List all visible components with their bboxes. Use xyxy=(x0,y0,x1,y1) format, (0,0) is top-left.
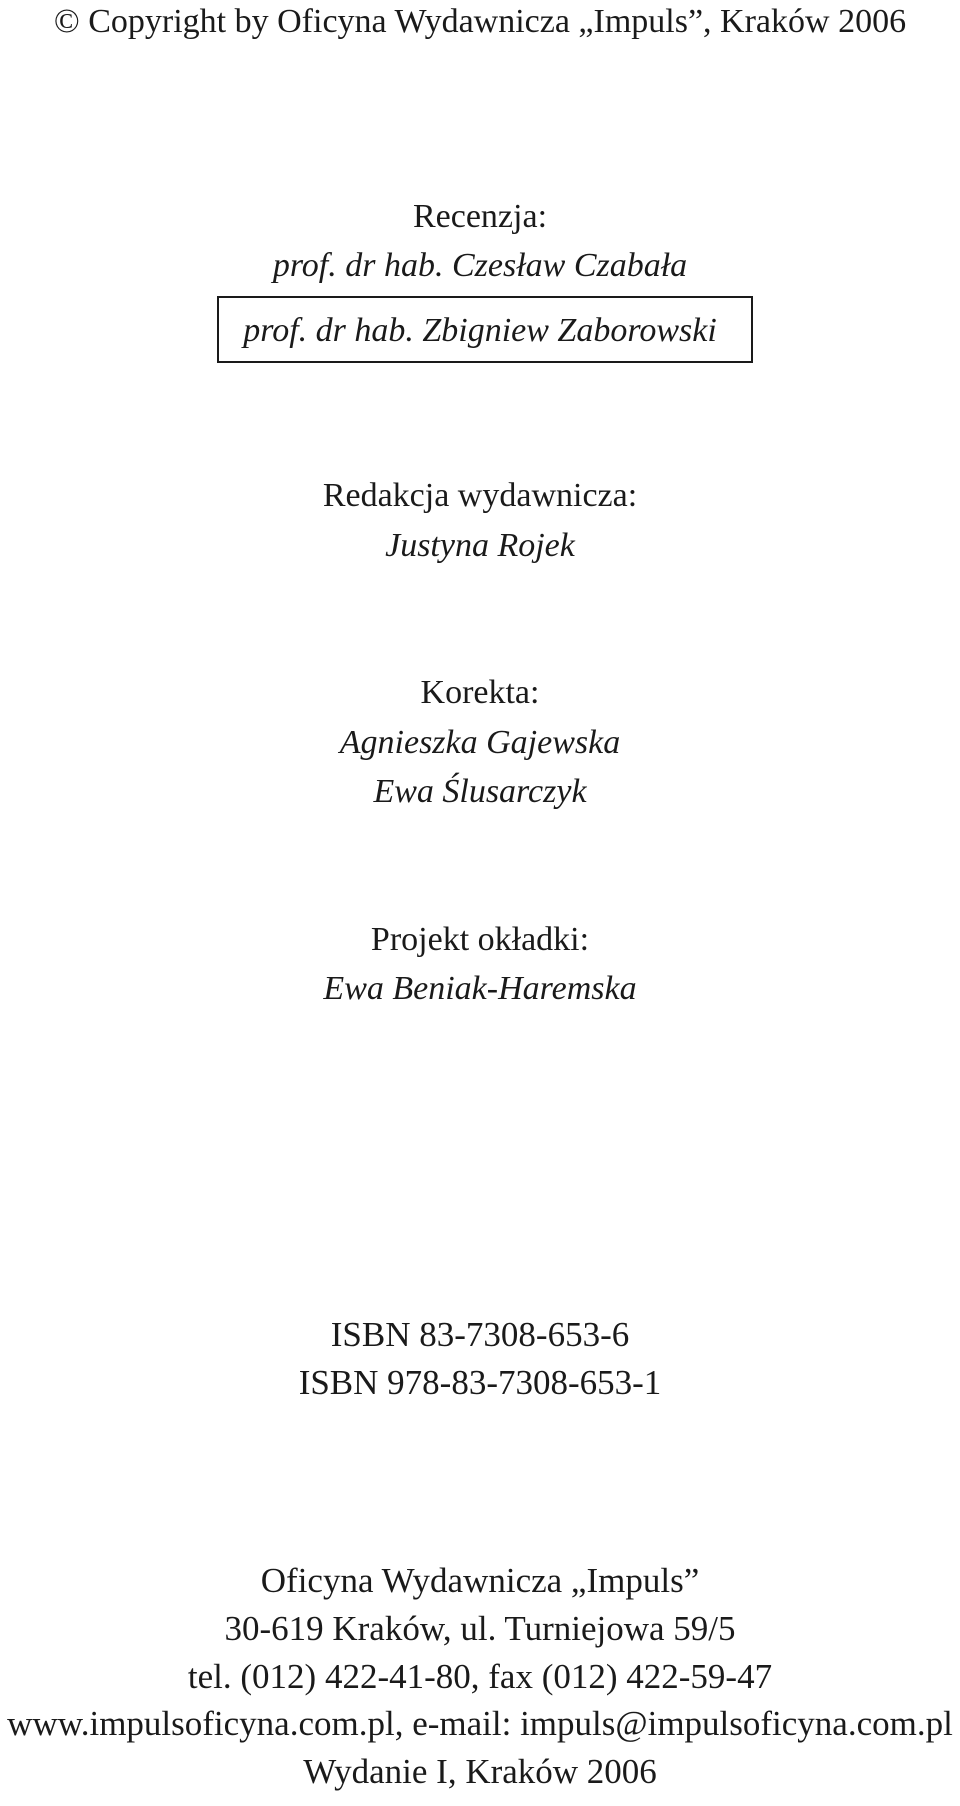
publisher-web-email: www.impulsoficyna.com.pl, e-mail: impuls@impulsoficyna.com.pl xyxy=(7,1704,953,1743)
proofreader-name: Agnieszka Gajewska xyxy=(339,724,621,761)
publisher-address: 30-619 Kraków, ul. Turniejowa 59/5 xyxy=(224,1609,736,1648)
reviewer-name: prof. dr hab. Czesław Czabała xyxy=(272,247,688,284)
reviewer-name: prof. dr hab. Zbigniew Zaborowski xyxy=(243,312,717,349)
proofreading-label: Korekta: xyxy=(420,674,540,711)
publisher-phone-fax: tel. (012) 422-41-80, fax (012) 422-59-47 xyxy=(187,1657,773,1696)
isbn-10: ISBN 83-7308-653-6 xyxy=(330,1315,630,1354)
proofreader-name: Ewa Ślusarczyk xyxy=(373,773,587,810)
copyright-notice: © Copyright by Oficyna Wydawnicza „Impuls”, Kraków 2006 xyxy=(53,3,907,40)
isbn-13: ISBN 978-83-7308-653-1 xyxy=(298,1363,662,1402)
editorial-label: Redakcja wydawnicza: xyxy=(322,477,638,514)
editor-name: Justyna Rojek xyxy=(385,527,575,564)
review-label: Recenzja: xyxy=(412,198,548,235)
edition-info: Wydanie I, Kraków 2006 xyxy=(303,1752,657,1791)
cover-design-label: Projekt okładki: xyxy=(370,921,590,958)
cover-designer-name: Ewa Beniak-Haremska xyxy=(323,970,637,1007)
publisher-name: Oficyna Wydawnicza „Impuls” xyxy=(260,1561,700,1600)
